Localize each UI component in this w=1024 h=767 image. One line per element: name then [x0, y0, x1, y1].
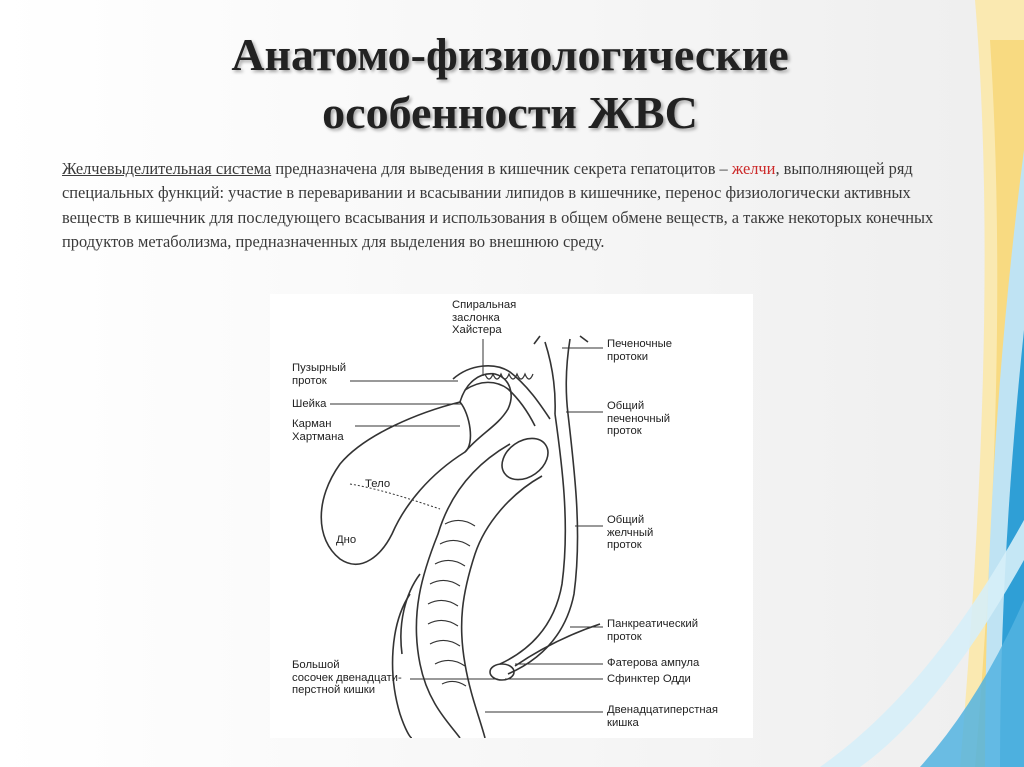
- duodenum-inner: [462, 476, 542, 738]
- hepatic-duct-right: [566, 339, 570, 414]
- common-bile-duct: [500, 414, 565, 664]
- biliary-system-diagram: [270, 294, 753, 738]
- label-oddi-sphincter: Сфинктер Одди: [607, 673, 691, 685]
- label-major-papilla: Большой сосочек двенадцати- перстной кишки: [292, 659, 402, 696]
- term-bile-system: Желчевыделительная система: [62, 159, 272, 178]
- label-common-bile-duct: Общий желчный проток: [607, 514, 654, 551]
- paragraph-part-2: , выполняющей ряд специальных функций: участие в переваривании и всасывании липидов в кишечнике, перенос физиологически активных веществ в кишечник для последующего всасывания и использования в общем обмене веществ, а также некоторых конечных продуктов метаболизма, предназначенных для выделения во внешнюю среду.: [62, 159, 934, 252]
- pancreatic-duct: [515, 624, 600, 666]
- gallbladder-body-line: [350, 484, 440, 509]
- ampulla: [490, 664, 514, 680]
- label-pancreatic-duct: Панкреатический проток: [607, 618, 699, 643]
- paragraph-part-1: предназначена для выведения в кишечник секрета гепатоцитов –: [271, 159, 732, 178]
- duodenum-outer: [416, 444, 510, 738]
- label-body: Тело: [365, 478, 391, 490]
- highlight-bile: желчи: [731, 159, 776, 178]
- title-line-1: Анатомо-физиологические: [231, 29, 789, 80]
- slide-title: [120, 26, 900, 142]
- label-vater-ampulla: Фатерова ампула: [607, 657, 700, 669]
- common-bile-duct-inner: [508, 414, 578, 674]
- label-hartmann-pouch: Карман Хартмана: [292, 418, 344, 443]
- label-common-hepatic-duct: Общий печеночный проток: [607, 400, 671, 437]
- spiral-valve: [485, 374, 533, 379]
- label-cystic-duct: Пузырный проток: [292, 362, 347, 387]
- duodenum-opening: [494, 430, 556, 488]
- label-fundus: Дно: [336, 534, 357, 546]
- label-spiral-valve: Спиральная заслонка Хайстера: [452, 299, 517, 336]
- description-paragraph: [62, 157, 962, 255]
- hepatic-duct-branch: [534, 336, 588, 344]
- duodenum-folds: [428, 520, 475, 686]
- label-duodenum: Двенадцатиперстная кишка: [607, 704, 719, 729]
- label-neck: Шейка: [292, 398, 327, 410]
- label-hepatic-ducts: Печеночные протоки: [607, 338, 672, 363]
- hepatic-duct-left: [545, 342, 555, 414]
- title-line-2: особенности ЖВС: [322, 87, 698, 138]
